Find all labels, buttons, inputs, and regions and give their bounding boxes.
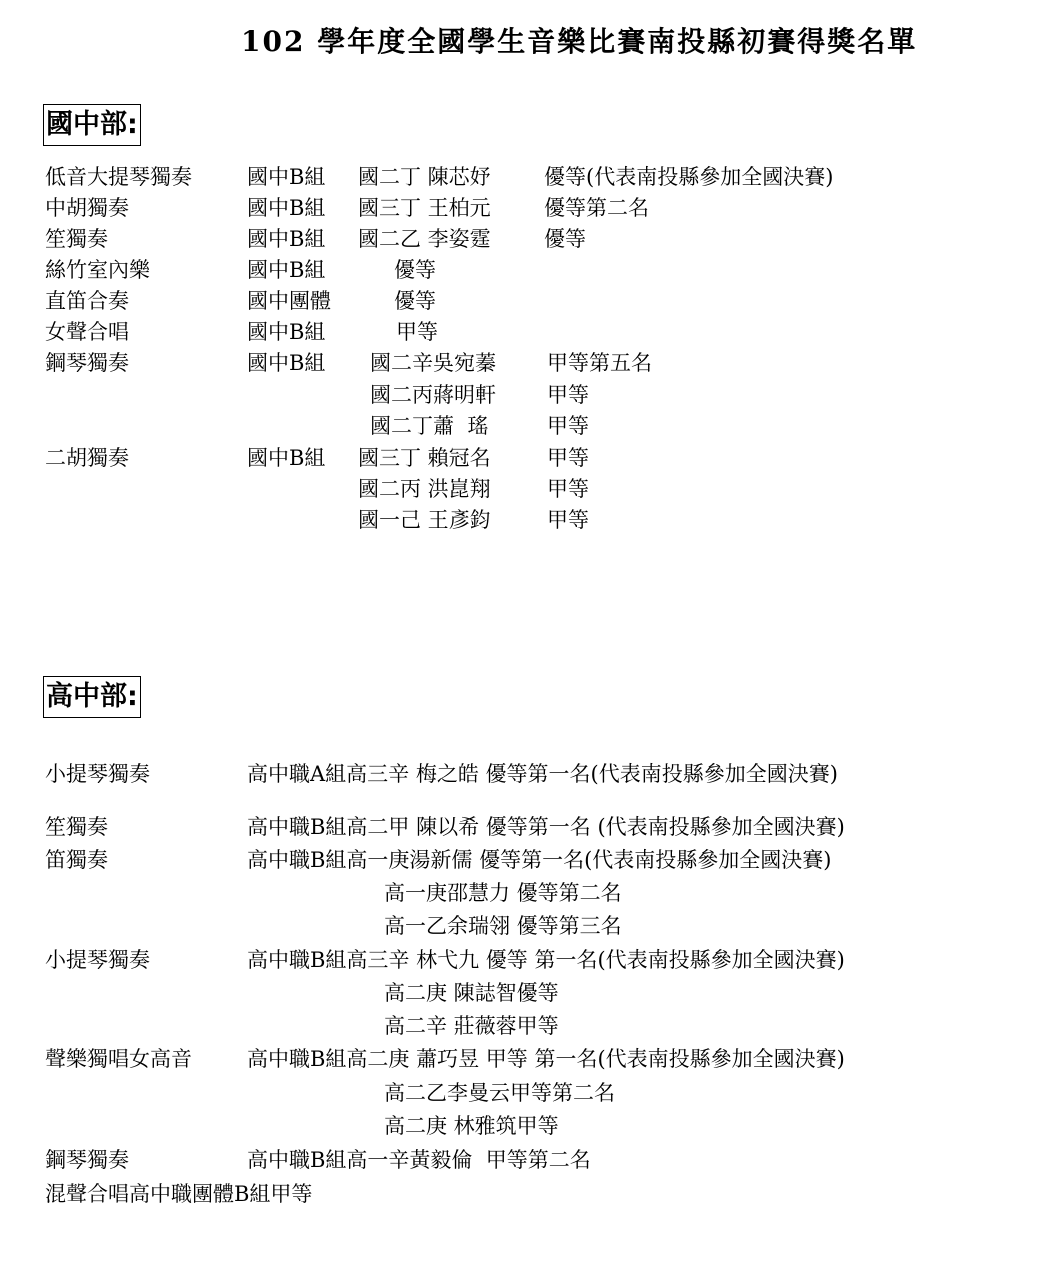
group-name: 國中B組 <box>247 258 326 282</box>
group-name: 國中B組 <box>247 196 326 220</box>
event-name: 二胡獨奏 <box>45 446 129 470</box>
student-name: 國二丙 洪崑翔 <box>358 477 491 501</box>
student-name: 國一己 王彥鈞 <box>358 508 491 532</box>
award-detail: 高一庚邵慧力 優等第二名 <box>384 881 622 905</box>
group-name: 國中B組 <box>247 446 326 470</box>
event-name: 鋼琴獨奏 <box>45 351 129 375</box>
award-detail: 高二庚 陳誌智優等 <box>384 981 559 1005</box>
group-name: 國中B組 <box>247 351 326 375</box>
event-name: 女聲合唱 <box>45 320 129 344</box>
award-text: 甲等 <box>547 508 589 532</box>
event-name: 中胡獨奏 <box>45 196 129 220</box>
student-name: 國二乙 李姿霆 <box>358 227 491 251</box>
student-name: 國三丁 賴冠名 <box>358 446 491 470</box>
event-name: 直笛合奏 <box>45 289 129 313</box>
award-detail: 高二乙李曼云甲等第二名 <box>384 1081 615 1105</box>
award-detail: 高中職B組高三辛 林弋九 優等 第一名(代表南投縣參加全國決賽) <box>247 948 845 972</box>
award-detail: 高中職A組高三辛 梅之皓 優等第一名(代表南投縣參加全國決賽) <box>247 762 838 786</box>
award-detail: 高二辛 莊薇蓉甲等 <box>384 1014 559 1038</box>
senior-section-heading: 高中部: <box>43 676 141 718</box>
award-text: 優等(代表南投縣參加全國決賽) <box>544 165 834 189</box>
event-name: 混聲合唱高中職團體B組甲等 <box>45 1182 313 1206</box>
award-text: 優等 <box>394 289 436 313</box>
event-name: 笛獨奏 <box>45 848 108 872</box>
student-name: 國二丁 陳芯妤 <box>358 165 491 189</box>
award-detail: 高二庚 林雅筑甲等 <box>384 1114 559 1138</box>
award-text: 甲等 <box>547 446 589 470</box>
award-text: 優等 <box>544 227 586 251</box>
group-name: 國中B組 <box>247 227 326 251</box>
group-name: 國中B組 <box>247 320 326 344</box>
award-text: 甲等 <box>547 383 589 407</box>
page-title: 102 學年度全國學生音樂比賽南投縣初賽得獎名單 <box>241 25 918 58</box>
event-name: 小提琴獨奏 <box>45 948 150 972</box>
junior-section-heading: 國中部: <box>43 104 141 146</box>
award-detail: 高中職B組高二甲 陳以希 優等第一名 (代表南投縣參加全國決賽) <box>247 815 845 839</box>
group-name: 國中B組 <box>247 165 326 189</box>
student-name: 國三丁 王柏元 <box>358 196 491 220</box>
student-name: 國二辛吳宛蓁 <box>370 351 496 375</box>
award-text: 甲等第五名 <box>547 351 652 375</box>
award-text: 甲等 <box>547 477 589 501</box>
event-name: 笙獨奏 <box>45 227 108 251</box>
student-name: 國二丙蔣明軒 <box>370 383 496 407</box>
award-detail: 高中職B組高一庚湯新儒 優等第一名(代表南投縣參加全國決賽) <box>247 848 832 872</box>
award-text: 甲等 <box>547 414 589 438</box>
event-name: 小提琴獨奏 <box>45 762 150 786</box>
award-text: 優等 <box>394 258 436 282</box>
student-name: 國二丁蕭 瑤 <box>370 414 489 438</box>
award-detail: 高中職B組高二庚 蕭巧昱 甲等 第一名(代表南投縣參加全國決賽) <box>247 1047 845 1071</box>
award-text: 優等第二名 <box>544 196 649 220</box>
event-name: 低音大提琴獨奏 <box>45 165 192 189</box>
event-name: 鋼琴獨奏 <box>45 1148 129 1172</box>
award-detail: 高中職B組高一辛黃毅倫 甲等第二名 <box>247 1148 591 1172</box>
event-name: 笙獨奏 <box>45 815 108 839</box>
award-detail: 高一乙余瑞翎 優等第三名 <box>384 914 622 938</box>
event-name: 聲樂獨唱女高音 <box>45 1047 192 1071</box>
award-text: 甲等 <box>396 320 438 344</box>
event-name: 絲竹室內樂 <box>45 258 150 282</box>
group-name: 國中團體 <box>247 289 331 313</box>
